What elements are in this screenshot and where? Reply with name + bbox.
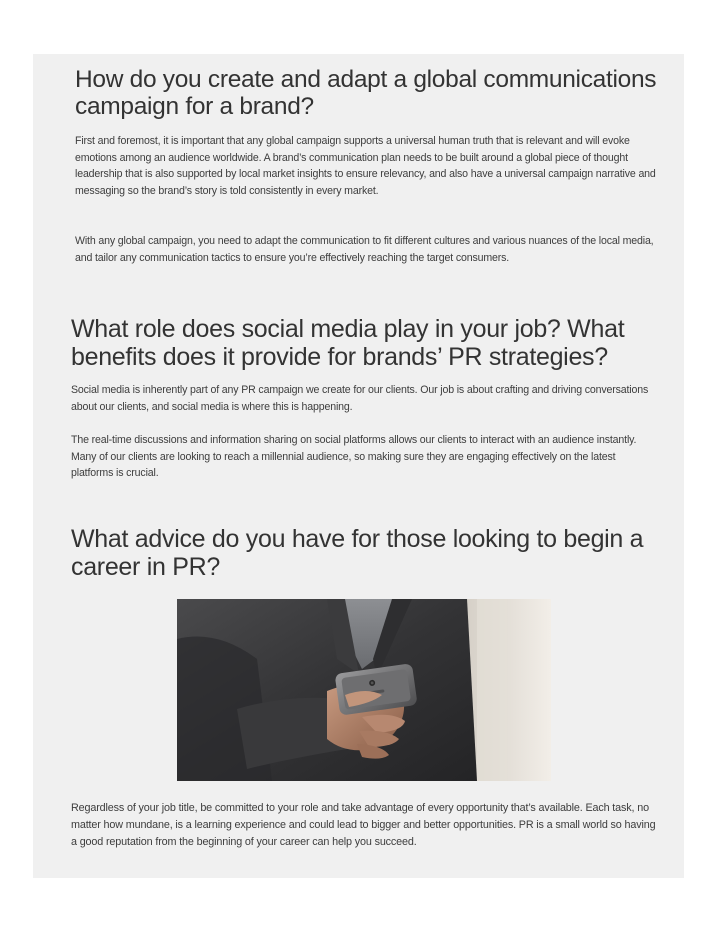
answer-paragraph: First and foremost, it is important that any global campaign supports a universal human truth that is relevant and will evoke emotions among an audience worldwide. A brand’s communication plan needs to be built around a global piece of thought leadership that is also supported by local market insights to ensure relevancy, and also have a universal campaign narrative and messaging so the brand’s story is told consistently in every market. <box>75 135 656 197</box>
question-heading-global-campaign: How do you create and adapt a global communications campaign for a brand? <box>75 66 657 120</box>
answer-paragraph: Social media is inherently part of any PR campaign we create for our clients. Our job is about crafting and driving conversations about our clients, and social media is where this is happening. <box>71 384 649 413</box>
answer-paragraph: With any global campaign, you need to adapt the communication to fit different cultures and various nuances of the local media, and tailor any communication tactics to ensure you’re effectively reaching the target consumers. <box>75 235 654 264</box>
answer-paragraph: The real-time discussions and information sharing on social platforms allows our clients to interact with an audience instantly. Many of our clients are looking to reach a millennial audience, so making sure they are engaging effectively on the latest platforms is crucial. <box>71 434 637 479</box>
answer-paragraph: Regardless of your job title, be committed to your role and take advantage of every opportunity that’s available. Each task, no matter how mundane, is a learning experience and could lead to bigger and better opportunities. PR is a small world so having a good reputation from the beginning of your career can help you succeed. <box>71 802 656 848</box>
question-heading-career-advice: What advice do you have for those looking to begin a career in PR? <box>71 525 644 581</box>
smartphone-in-hand-photo <box>177 599 551 781</box>
question-heading-social-media: What role does social media play in your job? What benefits does it provide for brands’ PR strategies? <box>71 315 625 371</box>
